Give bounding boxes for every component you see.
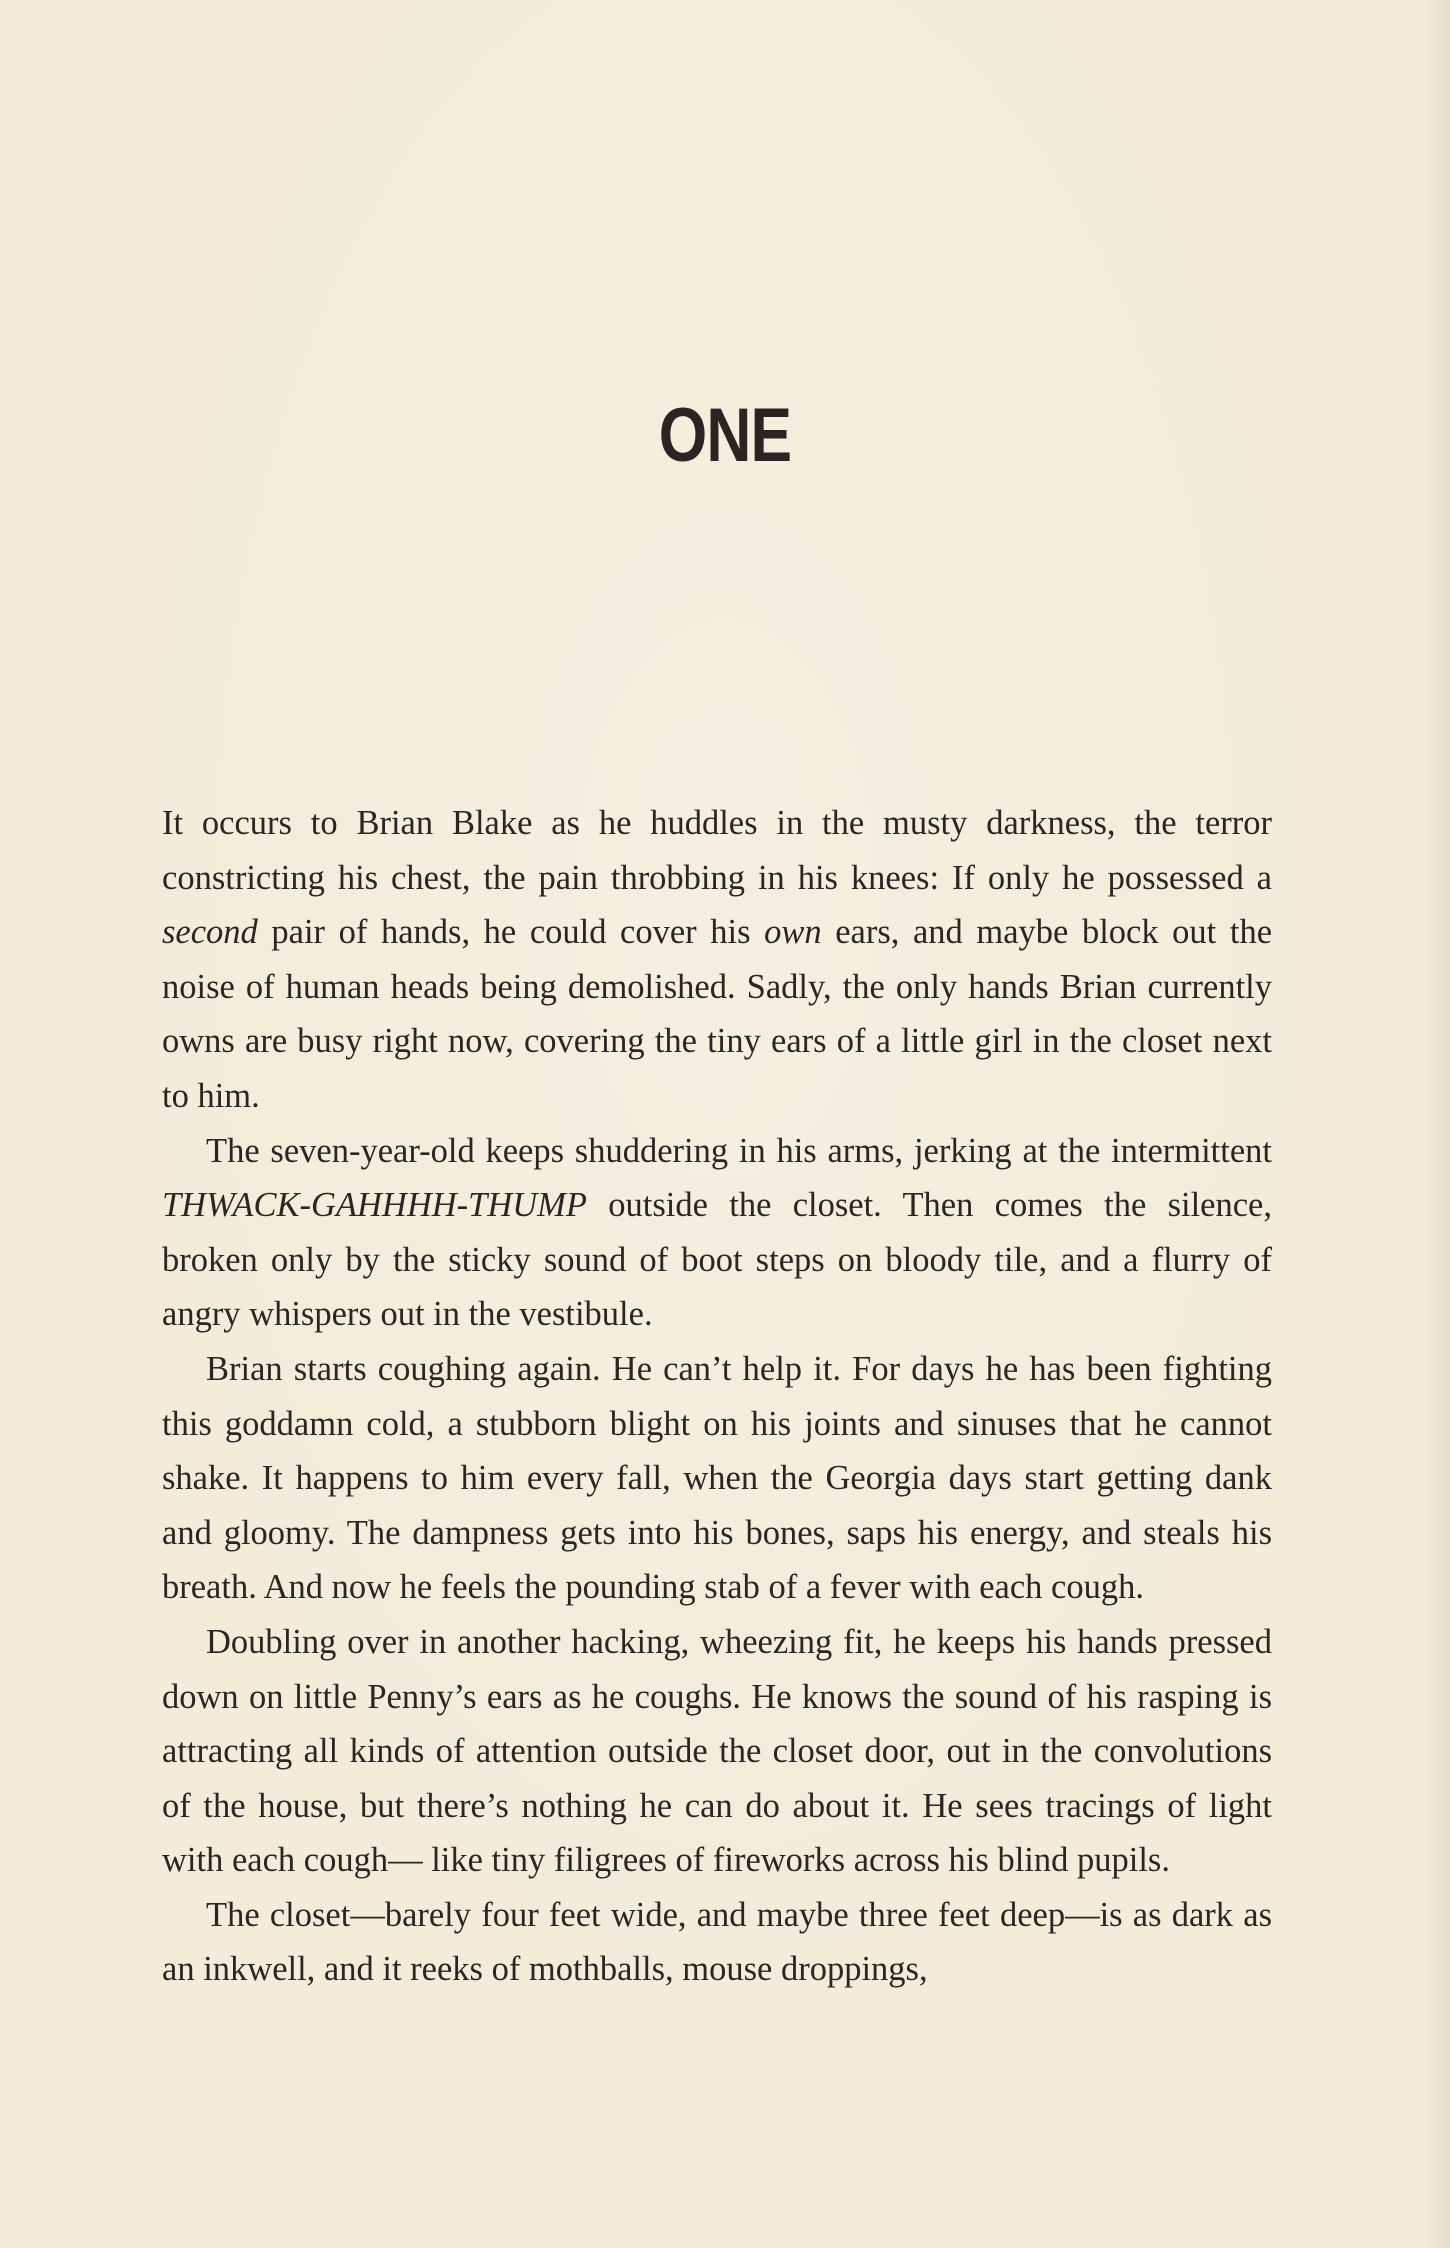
paragraph-1 — [162, 796, 1272, 1124]
body-text — [162, 796, 1272, 1997]
paragraph-2-text-a: The seven-year-old keeps shuddering in his arms, jerking at the intermittent — [206, 1131, 1272, 1170]
paragraph-2-emphasis-sound: THWACK-GAHHHH-THUMP — [162, 1186, 587, 1225]
paragraph-1-text-b: pair of hands, he could cover his — [257, 913, 765, 952]
paragraph-1-text-a: It occurs to Brian Blake as he huddles in the musty darkness, the terror constricting his chest, the pain throbbing in his knees: If only he possessed a — [162, 804, 1272, 897]
paragraph-2 — [162, 1124, 1272, 1342]
paragraph-2-text-b: outside the closet. Then comes the silence, broken only by the sticky sound of boot steps on bloody tile, and a flurry of angry whispers out in the vestibule. — [162, 1186, 1272, 1334]
page-edge-shadow — [1424, 0, 1450, 2248]
paragraph-3: Brian starts coughing again. He can’t help it. For days he has been fighting this goddamn cold, a stubborn blight on his joints and sinuses that he cannot shake. It happens to him every fall, when the Georgia days start getting dank and gloomy. The dampness gets into his bones, saps his energy, and steals his breath. And now he feels the pounding stab of a fever with each cough. — [162, 1349, 1272, 1607]
paragraph-1-emphasis-second: second — [162, 913, 258, 952]
paragraph-4: Doubling over in another hacking, wheezing fit, he keeps his hands pressed down on little Penny’s ears as he coughs. He knows the sound of his rasping is attracting all kinds of attention outside the closet door, out in the convolutions of the house, but there’s nothing he can do about it. He sees tracings of light with each cough— like tiny filigrees of fireworks across his blind pupils. — [162, 1622, 1272, 1880]
paragraph-1-text-c: ears, and maybe block out the noise of human heads being demolished. Sadly, the only hands Brian currently owns are busy right now, covering the tiny ears of a little girl in the closet next to him. — [162, 913, 1273, 1115]
paragraph-1-emphasis-own: own — [764, 913, 822, 952]
paragraph-5: The closet—barely four feet wide, and maybe three feet deep—is as dark as an inkwell, and it reeks of mothballs, mouse droppings, — [162, 1895, 1272, 1989]
chapter-title: ONE — [658, 393, 792, 478]
